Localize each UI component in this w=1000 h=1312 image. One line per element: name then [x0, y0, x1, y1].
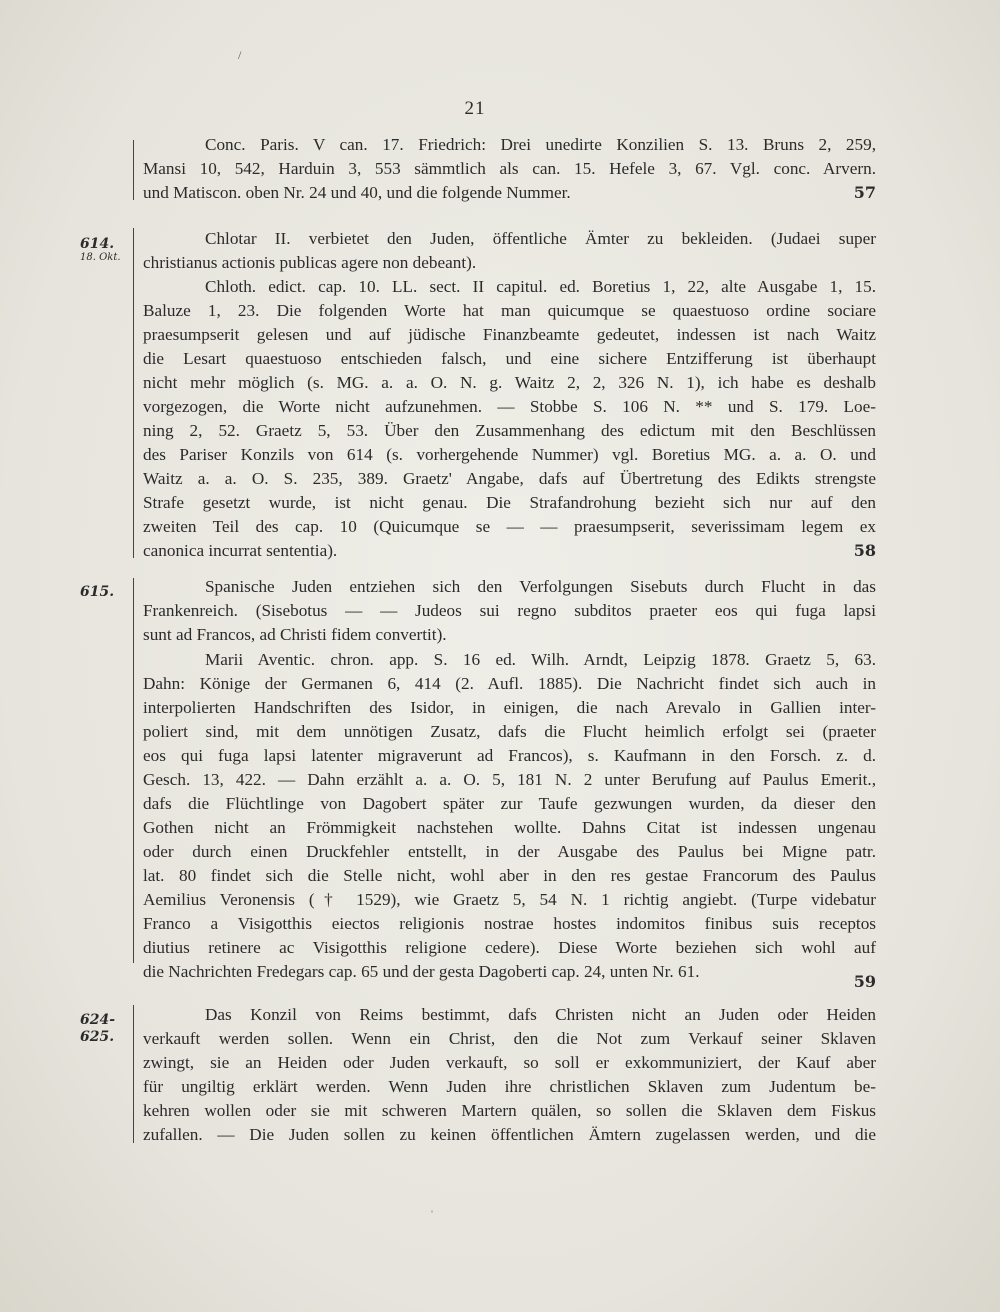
text-line: Mansi 10, 542, Harduin 3, 553 sämmtlich als can. 15. Hefele 3, 67. Vgl. conc. Arvern.	[143, 159, 876, 178]
entry-number: 57	[853, 183, 876, 202]
margin-entry-date-615: 615.	[80, 584, 115, 600]
page-number: 21	[464, 98, 486, 119]
margin-rule	[133, 140, 134, 200]
margin-entry-date-624b: 625.	[80, 1029, 115, 1045]
margin-entry-date-614: 614.	[80, 236, 115, 252]
text-line: Gesch. 13, 422. — Dahn erzählt a. a. O. 5, 181 N. 2 unter Berufung auf Paulus Emerit.,	[143, 770, 876, 789]
text-line: Conc. Paris. V can. 17. Friedrich: Drei unedirte Konzilien S. 13. Bruns 2, 259,	[205, 135, 876, 154]
paragraph-615-heading	[143, 575, 876, 647]
text-line: die Lesart quaestuoso entschieden falsch, und eine sichere Entzifferung ist überhaupt	[143, 349, 876, 368]
text-line: Waitz a. a. O. S. 235, 389. Graetz' Angabe, dafs auf Übertretung des Edikts strengste	[143, 469, 876, 488]
text-line: praesumpserit gelesen und auf jüdische Finanzbeamte gedeutet, indessen ist nach Waitz	[143, 325, 876, 344]
text-line: poliert sind, mit dem unnötigen Zusatz, dafs die Flucht heimlich erfolgt sei (praeter	[143, 722, 876, 741]
text-line: Marii Aventic. chron. app. S. 16 ed. Wilh. Arndt, Leipzig 1878. Graetz 5, 63.	[205, 650, 876, 669]
text-line	[143, 181, 876, 205]
line-text: canonica incurrat sententia).	[143, 541, 338, 560]
text-line: lat. 80 findet sich die Stelle nicht, wohl aber in den res gestae Francorum des Paulus	[143, 866, 876, 885]
text-line: Dahn: Könige der Germanen 6, 414 (2. Aufl. 1885). Die Nachricht findet sich auch in	[143, 674, 876, 693]
text-line: nicht mehr möglich (s. MG. a. a. O. N. g. Waitz 2, 2, 326 N. 1), ich habe es deshalb	[143, 373, 876, 392]
paragraph-614-heading	[143, 227, 876, 275]
text-line: ning 2, 52. Graetz 5, 53. Über den Zusammenhang des edictum mit den Beschlüssen	[143, 421, 876, 440]
entry-number-59: 59	[853, 972, 876, 991]
text-line: Gothen nicht an Frömmigkeit nachstehen wollte. Dahns Citat ist indessen ungenau	[143, 818, 876, 837]
margin-entry-day-614: 18. Okt.	[80, 252, 121, 263]
paragraph-57	[143, 133, 876, 205]
text-line: Frankenreich. (Sisebotus — — Judeos sui regno subditos praeter eos qui fuga lapsi	[143, 601, 876, 620]
text-line: zufallen. — Die Juden sollen zu keinen öffentlichen Ämtern zugelassen werden, und die	[143, 1125, 876, 1144]
text-line: Franco a Visigotthis eiectos religionis nostrae hostes indomitos finibus suis receptos	[143, 914, 876, 933]
text-line: Strafe gesetzt wurde, ist nicht genau. Die Strafandrohung bezieht sich nur auf den	[143, 493, 876, 512]
line-text: und Matiscon. oben Nr. 24 und 40, und die folgende Nummer.	[143, 183, 571, 202]
text-line: Aemilius Veronensis († 1529), wie Graetz 5, 54 N. 1 richtig angiebt. (Turpe videbatur	[143, 890, 876, 909]
paragraph-624-heading	[143, 1003, 876, 1147]
text-line: eos qui fuga lapsi latenter migraverunt ad Francos), s. Kaufmann in den Forsch. z. d.	[143, 746, 876, 765]
text-line: kehren wollen oder sie mit schweren Martern quälen, so sollen die Sklaven dem Fiskus	[143, 1101, 876, 1120]
stray-mark: /	[238, 48, 242, 62]
entry-number: 58	[853, 541, 876, 560]
paragraph-615-notes	[143, 648, 876, 984]
text-line: des Pariser Konzils von 614 (s. vorhergehende Nummer) vgl. Boretius MG. a. a. O. und	[143, 445, 876, 464]
text-line: interpolierten Handschriften des Isidor, in einigen, die nach Arevalo in Gallien inter-	[143, 698, 876, 717]
text-line: christianus actionis publicas agere non debeant).	[143, 253, 477, 272]
margin-rule	[133, 578, 134, 963]
text-line	[143, 539, 876, 563]
text-line: zweiten Teil des cap. 10 (Quicumque se — — praesumpserit, severissimam legem ex	[143, 517, 876, 536]
text-line: diutius retinere ac Visigotthis religione cedere). Diese Worte beziehen sich wohl auf	[143, 938, 876, 957]
margin-rule	[133, 228, 134, 558]
margin-rule	[133, 1005, 134, 1143]
text-line: verkauft werden sollen. Wenn ein Christ, den die Not zum Verkauf seiner Sklaven	[143, 1029, 876, 1048]
stray-mark: ˈ	[430, 1208, 434, 1222]
text-line: Baluze 1, 23. Die folgenden Worte hat man quicumque se quaestuoso ordine sociare	[143, 301, 876, 320]
text-line: Das Konzil von Reims bestimmt, dafs Christen nicht an Juden oder Heiden	[205, 1005, 876, 1024]
text-line: vorgezogen, die Worte nicht aufzunehmen. — Stobbe S. 106 N. ** und S. 179. Loe-	[143, 397, 876, 416]
text-line: oder durch einen Druckfehler entstellt, in der Ausgabe des Paulus bei Migne patr.	[143, 842, 876, 861]
text-line: sunt ad Francos, ad Christi fidem convertit).	[143, 625, 447, 644]
paragraph-614-notes	[143, 275, 876, 563]
margin-entry-date-624a: 624-	[80, 1012, 116, 1028]
text-line: zwingt, sie an Heiden oder Juden verkauft, so soll er exkommuniziert, der Kauf aber	[143, 1053, 876, 1072]
text-line: die Nachrichten Fredegars cap. 65 und der gesta Dagoberti cap. 24, unten Nr. 61.	[143, 962, 700, 981]
text-line: für ungiltig erklärt werden. Wenn Juden ihre christlichen Sklaven zum Judentum be-	[143, 1077, 876, 1096]
text-line: Spanische Juden entziehen sich den Verfolgungen Sisebuts durch Flucht in das	[205, 577, 876, 596]
text-line: Chlotar II. verbietet den Juden, öffentliche Ämter zu bekleiden. (Judaei super	[205, 229, 876, 248]
text-line: dafs die Flüchtlinge von Dagobert später zur Taufe gezwungen wurden, da dieser den	[143, 794, 876, 813]
text-line: Chloth. edict. cap. 10. LL. sect. II capitul. ed. Boretius 1, 22, alte Ausgabe 1, 15.	[205, 277, 876, 296]
